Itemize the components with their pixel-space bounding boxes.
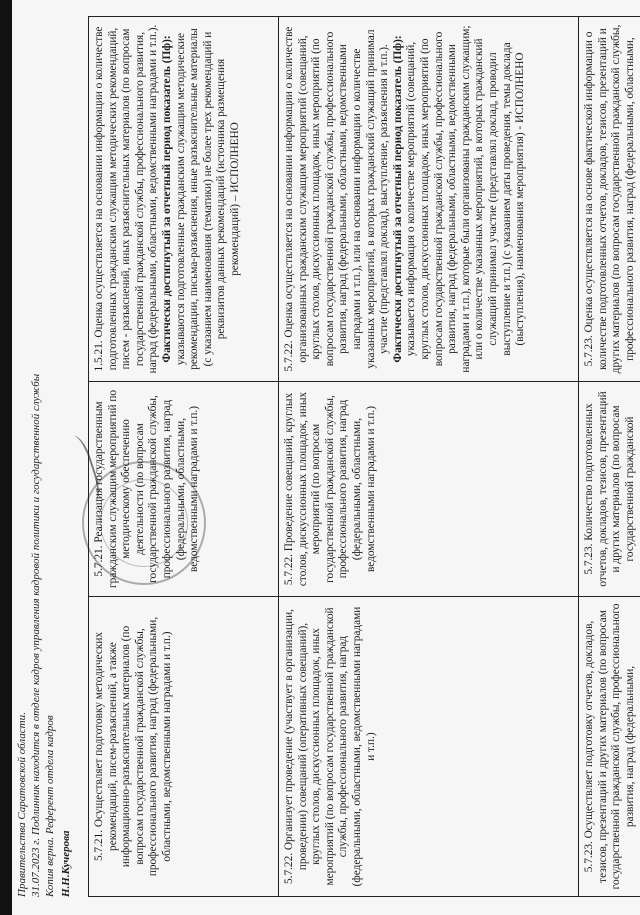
status-label: ИСПОЛНЕНО bbox=[228, 122, 241, 193]
assessment-cell bbox=[279, 17, 579, 382]
signer-name: Н.Н.Кучерова bbox=[60, 830, 72, 897]
table-row bbox=[579, 17, 640, 897]
assessment-bold: Фактически достигнутый за отчетный период показатель (Пф): bbox=[160, 35, 173, 363]
table-row bbox=[89, 17, 279, 897]
table-row bbox=[279, 17, 579, 897]
rotated-page bbox=[12, 0, 640, 915]
header-original-note: 31.07.2023 г. Подлинник находится в отделе кадров управления кадровой политики и государственной службы bbox=[30, 373, 42, 897]
status-label: ИСПОЛНЕНО bbox=[514, 52, 527, 123]
duty-cell: 5.7.21. Осуществляет подготовку методических рекомендаций, писем-разъяснений, а также информационно-разъяснительных материалов (по вопросам государственной гражданской службы, профессионального развития, наград (федеральными, областными, ведомственными наградами и т.п.) bbox=[89, 597, 279, 897]
header-government: Правительства Саратовской области. bbox=[16, 712, 28, 897]
criteria-table bbox=[88, 16, 640, 897]
duty-cell: 5.7.22. Организует проведение (участвует в организации, проведении) совещаний (оперативных совещаний), круглых столов, дискуссионных площадок, иных мероприятий (по вопросам государственной гражданской службы, профессионального развития, наград (федеральными, областными, ведомственными наградами и т.п.) bbox=[279, 597, 579, 897]
assessment-cell bbox=[579, 17, 640, 382]
indicator-cell: 5.7.21. Реализация государственным гражданским служащим мероприятий по методическому обеспечению деятельности (по вопросам государственной гражданской службы, профессионального развития, наград (федеральными, областными, ведомственными наградами и т.п.) bbox=[89, 382, 279, 597]
assessment-cell bbox=[89, 17, 279, 382]
assessment-text: 5.7.22. Оценка осуществляется на основании информации о количестве организованных гражданским служащим мероприятий (совещаний, круглых столов, дискуссионных площадок, иных мероприятий (по вопросам государственной гражданской службы, профессионального развития, наград (федеральными, областными, ведомственными наградами и т.п.), или на основании информации о количестве указанных мероприятий, в которых гражданский служащий принимал участие (представлял доклад), выступление, разъяснения и т.п.). bbox=[283, 26, 391, 372]
indicator-cell: 5.7.23. Количество подготовленных отчетов, докладов, тезисов, презентаций и других материалов (по вопросам государственной гражданской bbox=[579, 382, 640, 597]
duty-cell: 5.7.23. Осуществляет подготовку отчетов, докладов, тезисов, презентаций и других материалов (по вопросам государственной гражданской службы, профессионального развития, наград (федеральными, bbox=[579, 597, 640, 897]
indicator-cell: 5.7.22. Проведение совещаний, круглых столов, дискуссионных площадок, иных мероприятий (по вопросам государственной гражданской службы, профессионального развития, наград (федеральными, областными, ведомственными наградами и т.п.) bbox=[279, 382, 579, 597]
assessment-text: 5.7.23. Оценка осуществляется на основе фактической информации о количестве подготовленных отчетов, докладов, тезисов, презентаций и других материалов (по вопросам государственной гражданской службы, профессионального развития, наград (федеральными, областными, bbox=[583, 24, 636, 374]
assessment-bold: Фактически достигнутый за отчетный период показатель (Пф): bbox=[391, 35, 404, 363]
scan-edge bbox=[0, 0, 12, 915]
assessment-tail: указывается информация о количестве мероприятий (совещаний, круглых столов, дискуссионных площадок, иных мероприятий (по вопросам государственной гражданской службы, профессионального развития, наград (федеральными, областными, ведомственными наградами и т.п.), которые были организованы гражданским служащим; или о количестве указанных мероприятий, в которых гражданский служащий принимал участие (представлял доклад, проводил выступление и т.п.) (с указанием даты проведения, темы доклада (выступления), наименования мероприятия) - bbox=[405, 25, 527, 373]
assessment-text: 1.5.21. Оценка осуществляется на основании информации о количестве подготовленных гражданским служащим методических рекомендаций, писем - разъяснений, иных разъяснительных материалов (по вопросам государственной гражданской службы, профессионального развития, наград (федеральными, областными, ведомственными наградами и т.п.). bbox=[93, 24, 160, 374]
document-page bbox=[12, 0, 640, 915]
header-copy-certified: Копия верна. Референт отдела кадров bbox=[44, 715, 56, 897]
assessment-tail: указываются подготовленные гражданским служащим методические рекомендации, письма-разъяснения, иные разъяснительные материалы (с указанием наименования (тематики) не более трех рекомендаций и реквизитов данных рекомендаций (источника размещения рекомендаций) – bbox=[174, 28, 241, 370]
